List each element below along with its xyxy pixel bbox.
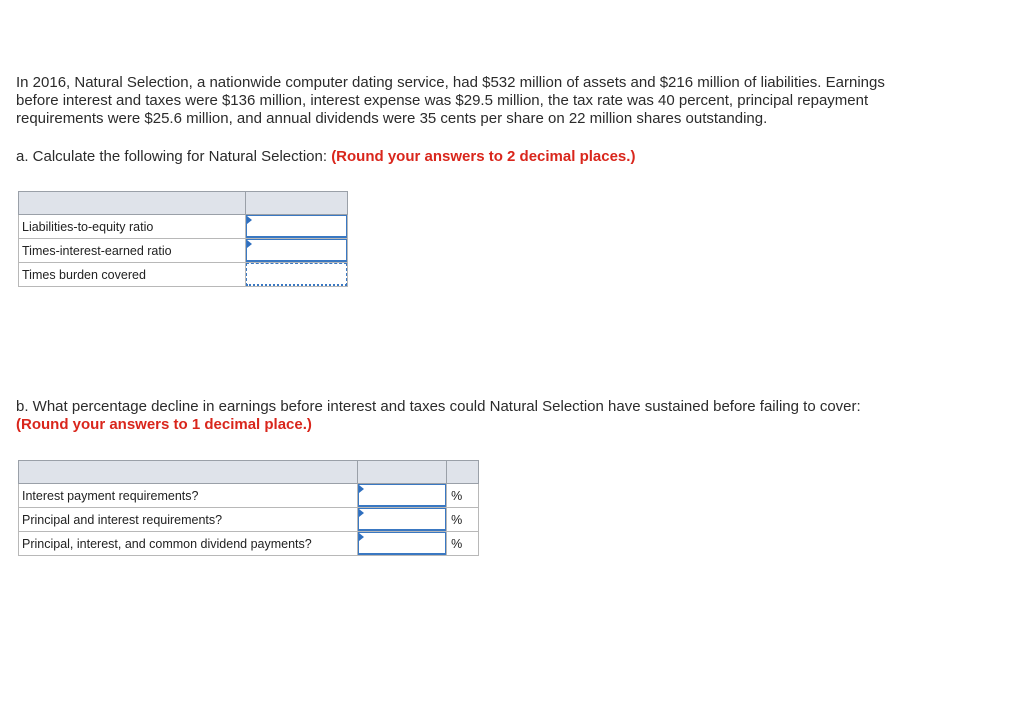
- interest-payment-decline-input[interactable]: [358, 484, 446, 507]
- part-b-header-row: [19, 461, 479, 484]
- table-row: [19, 484, 479, 508]
- problem-statement: [16, 74, 1006, 128]
- part-b-header-label-cell: [19, 461, 358, 484]
- percent-unit: %: [447, 508, 479, 532]
- input-marker-icon: [359, 533, 364, 541]
- percent-unit: %: [447, 484, 479, 508]
- table-row: [19, 263, 348, 287]
- table-row: [19, 239, 348, 263]
- principal-interest-decline-input[interactable]: [358, 508, 446, 531]
- input-marker-icon: [359, 485, 364, 493]
- part-b-table: [18, 460, 479, 556]
- part-b-header-value-cell: [357, 461, 446, 484]
- problem-line-3: requirements were $25.6 million, and annual dividends were 35 cents per share on 22 million shares outstanding.: [16, 110, 768, 127]
- part-a-header-value-cell: [245, 192, 347, 215]
- part-b-prompt: [16, 398, 1006, 434]
- table-row: [19, 532, 479, 556]
- liabilities-to-equity-input[interactable]: [246, 215, 347, 238]
- input-marker-icon: [359, 509, 364, 517]
- table-row: [19, 508, 479, 532]
- part-a-table: [18, 191, 348, 287]
- problem-line-1: In 2016, Natural Selection, a nationwide computer dating service, had $532 million of assets and $216 million of liabilities. Earnings: [16, 74, 885, 91]
- row-label: Times-interest-earned ratio: [19, 239, 246, 263]
- part-b-rounding-instruction: (Round your answers to 1 decimal place.): [16, 416, 312, 433]
- part-a-prompt: [16, 148, 1006, 166]
- principal-interest-dividend-decline-input[interactable]: [358, 532, 446, 555]
- row-label: Interest payment requirements?: [19, 484, 358, 508]
- part-a-header-label-cell: [19, 192, 246, 215]
- input-marker-icon: [247, 216, 252, 224]
- table-row: [19, 215, 348, 239]
- row-label: Times burden covered: [19, 263, 246, 287]
- part-b-header-unit-cell: [447, 461, 479, 484]
- part-a-question: a. Calculate the following for Natural Selection:: [16, 148, 328, 165]
- problem-line-2: before interest and taxes were $136 million, interest expense was $29.5 million, the tax rate was 40 percent, principal repayment: [16, 92, 869, 109]
- part-a-header-row: [19, 192, 348, 215]
- times-burden-covered-input[interactable]: [246, 263, 347, 286]
- input-marker-icon: [247, 240, 252, 248]
- row-label: Principal, interest, and common dividend payments?: [19, 532, 358, 556]
- part-a-rounding-instruction: (Round your answers to 2 decimal places.): [331, 148, 636, 165]
- times-interest-earned-input[interactable]: [246, 239, 347, 262]
- row-label: Liabilities-to-equity ratio: [19, 215, 246, 239]
- row-label: Principal and interest requirements?: [19, 508, 358, 532]
- part-b-question: b. What percentage decline in earnings before interest and taxes could Natural Selection have sustained before failing to cover:: [16, 398, 861, 415]
- percent-unit: %: [447, 532, 479, 556]
